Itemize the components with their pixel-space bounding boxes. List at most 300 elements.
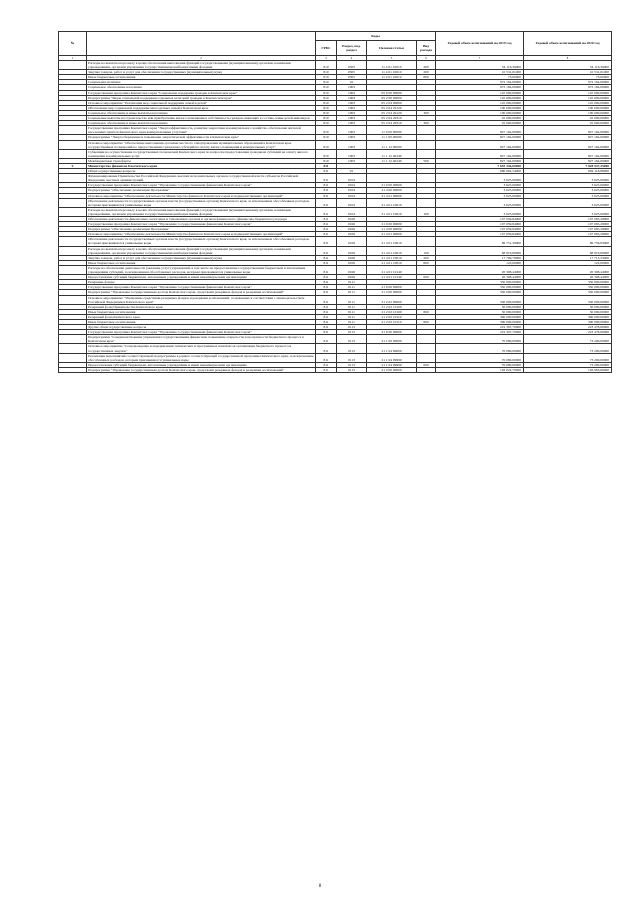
row-target-article: 11 1 12 40240 [367, 158, 417, 163]
row-target-article: 11 1 12 40240 [367, 149, 417, 158]
row-target-article: 21 2 02 10110 [367, 314, 417, 319]
row-razdel: 1003 [337, 149, 367, 158]
row-amount-2019: 7 655 336,69000 [436, 163, 524, 168]
row-grbs: 811 [316, 285, 337, 290]
row-amount-2020: 827 164,00000 [524, 158, 612, 163]
row-expense-type [417, 237, 436, 246]
row-number [59, 149, 87, 158]
row-target-article: 21 4 01 10140 [367, 265, 417, 274]
budget-table [58, 31, 612, 373]
row-target-article: 21 4 01 10010 [367, 237, 417, 246]
row-razdel: 1003 [337, 135, 367, 140]
row-target-article: 21 2 02 00000 [367, 295, 417, 304]
row-name: Резервный фонд Правительства Камчатского края [87, 304, 316, 309]
row-name: Функционирование Правительства Российской Федерации, высших исполнительных органов государственной власти субъектов Российской Федерации, местных администраций [87, 174, 316, 183]
row-grbs: 811 [316, 290, 337, 295]
row-razdel: 0104 [337, 183, 367, 188]
row-razdel: 10 [337, 80, 367, 85]
row-amount-2020: 3 625,00000 [524, 207, 612, 216]
row-expense-type [417, 149, 436, 158]
row-grbs: 811 [316, 163, 337, 168]
row-razdel: 0113 [337, 362, 367, 367]
row-expense-type: 800 [417, 309, 436, 314]
row-name: Резервный фонд Камчатского края [87, 314, 316, 319]
row-amount-2020: 126 963,60000 [524, 367, 612, 372]
row-amount-2020: 223 478,60000 [524, 330, 612, 335]
row-razdel: 0106 [337, 265, 367, 274]
row-amount-2020: 300 000,00000 [524, 314, 612, 319]
row-grbs: 810 [316, 116, 337, 121]
row-number [59, 140, 87, 149]
row-amount-2020: 73 200,00000 [524, 353, 612, 362]
row-amount-2020: 73 200,00000 [524, 344, 612, 353]
row-amount-2020: 107 065,28000 [524, 227, 612, 232]
row-grbs: 810 [316, 105, 337, 110]
row-target-article: 11 4 01 10010 [367, 61, 417, 70]
row-name: Иные бюджетные ассигнования [87, 75, 316, 80]
row-grbs: 810 [316, 126, 337, 135]
row-razdel: 1003 [337, 100, 367, 105]
row-name: Субвенции на осуществление государственных полномочий Камчатского края по вопросам предоставления гражданам субсидий на оплату жилого помещения и коммунальных услуг [87, 149, 316, 158]
row-amount-2020: 827 164,00000 [524, 149, 612, 158]
header-grbs: ГРБС [316, 41, 337, 56]
row-amount-2020: 827 164,00000 [524, 126, 612, 135]
row-grbs: 810 [316, 121, 337, 126]
row-number [59, 207, 87, 216]
row-amount-2020: 145 000,00000 [524, 95, 612, 100]
row-amount-2019: 3 625,00000 [436, 188, 524, 193]
row-name: Основное мероприятие "Обеспечение деятельности Министерства финансов Камчатского края и подведомственных организаций" [87, 232, 316, 237]
row-amount-2019: 219 397,70000 [436, 330, 524, 335]
row-amount-2019: 107 059,84000 [436, 222, 524, 227]
row-grbs: 811 [316, 188, 337, 193]
row-number [59, 344, 87, 353]
row-target-article: 11 0 00 00000 [367, 126, 417, 135]
row-name: Государственная программа Камчатского края "Управление государственными финансами Камчатского края" [87, 222, 316, 227]
row-target-article: 05 2 04 20120 [367, 105, 417, 110]
header-razdel: Раздел, под-раздел [337, 41, 367, 56]
row-grbs: 811 [316, 265, 337, 274]
row-target-article: 21 1 04 00000 [367, 344, 417, 353]
row-grbs: 811 [316, 169, 337, 174]
row-name: Основное мероприятие "Сопровождение и модернизация технических и программных комплексов организации бюджетного процесса и государственных закупок" [87, 344, 316, 353]
row-name: Предоставление субсидий бюджетным, автономным учреждениям и иным некоммерческим организациям [87, 275, 316, 280]
row-grbs: 811 [316, 193, 337, 198]
row-grbs: 811 [316, 183, 337, 188]
table-row [59, 335, 612, 344]
row-number: 9 [59, 163, 87, 168]
row-razdel: 0106 [337, 275, 367, 280]
row-razdel: 0113 [337, 335, 367, 344]
row-name: Социальное обеспечение и иные выплаты населению [87, 121, 316, 126]
row-name: Подпрограмма "Управление государственным долгом Камчатского края, средствами резервных фондов и резервами ассигнований" [87, 290, 316, 295]
row-razdel: 0505 [337, 61, 367, 70]
table-row [59, 198, 612, 207]
row-razdel: 0106 [337, 255, 367, 260]
row-grbs: 811 [316, 246, 337, 255]
row-grbs: 811 [316, 174, 337, 183]
row-name: Межбюджетные трансферты [87, 158, 316, 163]
row-expense-type [417, 367, 436, 372]
row-grbs: 811 [316, 260, 337, 265]
row-razdel: 0111 [337, 280, 367, 285]
row-amount-2019: 107 059,84000 [436, 217, 524, 222]
row-target-article: 11 4 01 10010 [367, 75, 417, 80]
row-expense-type: 200 [417, 255, 436, 260]
row-razdel: 1003 [337, 158, 367, 163]
page-number: 8 [318, 884, 322, 889]
row-grbs: 810 [316, 149, 337, 158]
row-name: Иные бюджетные ассигнования [87, 309, 316, 314]
row-amount-2019: 350 000,00000 [436, 280, 524, 285]
row-amount-2020: 972 164,00000 [524, 85, 612, 90]
row-amount-2019: 3 625,00000 [436, 193, 524, 198]
row-grbs: 811 [316, 362, 337, 367]
col-index: 6 [417, 56, 436, 61]
row-amount-2019: 73,00000 [436, 75, 524, 80]
row-amount-2019: 3 625,00000 [436, 198, 524, 207]
row-razdel: 0113 [337, 367, 367, 372]
row-target-article: 21 4 01 00000 [367, 232, 417, 237]
row-razdel: 0106 [337, 217, 367, 222]
row-target-article: 05 2 04 20310 [367, 116, 417, 121]
row-amount-2019: 107 059,84000 [436, 227, 524, 232]
row-razdel: 1003 [337, 90, 367, 95]
row-name: Расходы на выплаты персоналу в целях обеспечения выполнения функций государственными (муниципальными) органами, казенными учреждениями, органами управления государственными внебюджетными фондами [87, 207, 316, 216]
row-expense-type: 800 [417, 75, 436, 80]
row-amount-2019: 45 000,00000 [436, 116, 524, 121]
row-number [59, 198, 87, 207]
row-grbs: 810 [316, 100, 337, 105]
row-name: Расходы на обеспечение деятельности (оказание услуг) учреждений, в том числе на предоставление государственным бюджетным и автономным учреждениям субсидий, за исключением обособленных расходов, которым присваиваются уникальные коды [87, 265, 316, 274]
row-name: Государственная программа Камчатского края "Управление государственными финансами Камчатского края" [87, 330, 316, 335]
row-target-article: 11 1 12 00000 [367, 140, 417, 149]
row-amount-2020: 300 000,00000 [524, 319, 612, 324]
row-grbs: 811 [316, 325, 337, 330]
col-index: 2 [87, 56, 316, 61]
row-grbs: 811 [316, 232, 337, 237]
row-amount-2020: 17 715,23000 [524, 255, 612, 260]
table-row [59, 207, 612, 216]
row-amount-2019: 827 164,00000 [436, 126, 524, 135]
row-amount-2019: 70 080,00000 [436, 362, 524, 367]
row-amount-2019: 145 000,00000 [436, 95, 524, 100]
header-vol-2019: Годовой объем ассигнований на 2019 год [436, 32, 524, 56]
row-amount-2020: 107 065,28000 [524, 232, 612, 237]
row-grbs: 811 [316, 309, 337, 314]
row-razdel: 0111 [337, 304, 367, 309]
row-target-article: 21 1 04 09990 [367, 362, 417, 367]
row-amount-2020: 45 000,00000 [524, 121, 612, 126]
row-razdel: 0113 [337, 344, 367, 353]
row-amount-2020: 827 164,00000 [524, 135, 612, 140]
row-grbs: 811 [316, 304, 337, 309]
row-razdel: 0106 [337, 227, 367, 232]
row-expense-type: 100 [417, 246, 436, 255]
row-grbs: 810 [316, 95, 337, 100]
row-amount-2019: 350 000,00000 [436, 285, 524, 290]
row-razdel: 1003 [337, 95, 367, 100]
row-name: Подпрограмма "Обеспечение реализации Программы" [87, 188, 316, 193]
col-index: 5 [367, 56, 417, 61]
row-name: Предоставление субсидий бюджетным, автономным учреждениям и иным некоммерческим организациям [87, 362, 316, 367]
row-amount-2020: 350 000,00000 [524, 280, 612, 285]
row-amount-2020: 54 116,39000 [524, 61, 612, 70]
row-razdel: 0113 [337, 330, 367, 335]
row-amount-2020: 145 000,00000 [524, 90, 612, 95]
row-amount-2019: 145 000,00000 [436, 90, 524, 95]
row-grbs: 811 [316, 330, 337, 335]
row-razdel: 0106 [337, 222, 367, 227]
row-grbs: 810 [316, 75, 337, 80]
budget-table-sheet [58, 31, 611, 373]
row-amount-2019: 3 625,00000 [436, 207, 524, 216]
row-razdel: 1003 [337, 121, 367, 126]
row-razdel: 1003 [337, 105, 367, 110]
row-name: Расходы на выплаты персоналу в целях обеспечения выполнения функций государственными (муниципальными) органами, казенными учреждениями, органами управления государственными внебюджетными фондами [87, 61, 316, 70]
row-target-article: 21 4 01 10010 [367, 246, 417, 255]
row-target-article: 21 2 00 00000 [367, 290, 417, 295]
row-target-article: 05 0 00 00000 [367, 90, 417, 95]
row-amount-2020: 100 000,00000 [524, 110, 612, 115]
row-target-article: 21 4 00 00000 [367, 188, 417, 193]
table-header [59, 32, 612, 61]
row-target-article: 21 4 01 10010 [367, 198, 417, 207]
row-razdel: 1003 [337, 126, 367, 135]
row-grbs: 811 [316, 217, 337, 222]
row-amount-2019: 3 625,00000 [436, 174, 524, 183]
table-row [59, 295, 612, 304]
row-amount-2020: 20 308,44000 [524, 275, 612, 280]
row-amount-2019: 86 751,39000 [436, 237, 524, 246]
row-amount-2020: 3 625,00000 [524, 188, 612, 193]
row-amount-2019: 3 625,00000 [436, 183, 524, 188]
row-amount-2020: 86 756,83000 [524, 237, 612, 246]
row-amount-2019: 70 080,00000 [436, 353, 524, 362]
row-number [59, 126, 87, 135]
row-number [59, 353, 87, 362]
row-razdel: 0111 [337, 295, 367, 304]
row-amount-2020: 20 308,44000 [524, 265, 612, 274]
row-razdel: 0104 [337, 188, 367, 193]
row-grbs: 811 [316, 237, 337, 246]
row-razdel: 0505 [337, 75, 367, 80]
row-expense-type [417, 335, 436, 344]
row-amount-2020: 350 000,00000 [524, 290, 612, 295]
header-codes: Коды [316, 32, 436, 41]
row-target-article: 21 0 00 00000 [367, 183, 417, 188]
row-razdel: 0104 [337, 198, 367, 207]
table-row [59, 367, 612, 372]
row-razdel: 0106 [337, 260, 367, 265]
row-razdel: 0106 [337, 232, 367, 237]
row-grbs: 811 [316, 295, 337, 304]
row-name: Подпрограмма "Управление государственным долгом Камчатского края, средствами резервных фондов и резервами ассигнований" [87, 367, 316, 372]
table-row [59, 61, 612, 70]
row-name: Обеспечение мер социальной поддержки многодетных семей в Камчатском крае [87, 105, 316, 110]
row-amount-2019: 100 000,00000 [436, 110, 524, 115]
row-expense-type: 200 [417, 61, 436, 70]
row-grbs: 811 [316, 353, 337, 362]
row-target-article: 21 0 00 00000 [367, 285, 417, 290]
col-index: 1 [59, 56, 87, 61]
row-grbs: 811 [316, 207, 337, 216]
row-grbs: 810 [316, 110, 337, 115]
row-grbs: 810 [316, 135, 337, 140]
header-csr: Целевая статья [367, 41, 417, 56]
table-row [59, 237, 612, 246]
row-razdel: 0106 [337, 237, 367, 246]
row-target-article: 21 4 01 10140 [367, 275, 417, 280]
row-amount-2019: 219 397,70000 [436, 325, 524, 330]
table-row [59, 140, 612, 149]
header-vid: Вид расхода [417, 41, 436, 56]
row-expense-type: 300 [417, 110, 436, 115]
row-target-article: 21 0 00 00000 [367, 330, 417, 335]
row-grbs: 810 [316, 80, 337, 85]
table-row [59, 353, 612, 362]
row-expense-type [417, 140, 436, 149]
row-razdel: 0111 [337, 285, 367, 290]
row-number [59, 237, 87, 246]
table-row [59, 246, 612, 255]
row-name: Основное мероприятие "Обеспечение деятельности Министерства финансов Камчатского края и подведомственных организаций" [87, 193, 316, 198]
row-target-article: 21 2 02 10110 [367, 319, 417, 324]
row-amount-2019: 827 164,00000 [436, 158, 524, 163]
row-target-article: 05 2 00 00000 [367, 95, 417, 100]
row-amount-2020: 100 000,00000 [524, 105, 612, 110]
row-number [59, 335, 87, 344]
row-target-article: 21 4 00 00000 [367, 227, 417, 232]
row-name: Общегосударственные вопросы [87, 169, 316, 174]
row-grbs: 811 [316, 222, 337, 227]
row-name: Реализация мероприятий соответствующей подпрограммы в рамках соответствующей государственной программы Камчатского края, за исключением обособленных расходов, которым присваиваются уникальные коды [87, 353, 316, 362]
row-expense-type: 600 [417, 275, 436, 280]
row-name: Социальная политика [87, 80, 316, 85]
row-amount-2019: 145 000,00000 [436, 100, 524, 105]
row-number [59, 295, 87, 304]
row-amount-2019: 680 062,54000 [436, 169, 524, 174]
row-expense-type [417, 126, 436, 135]
row-grbs: 810 [316, 61, 337, 70]
row-amount-2020: 107 065,28000 [524, 222, 612, 227]
row-amount-2019: 50 000,00000 [436, 309, 524, 314]
row-razdel: 01 [337, 169, 367, 174]
row-grbs: 811 [316, 335, 337, 344]
row-target-article: 05 2 04 20310 [367, 121, 417, 126]
row-name: Министерство финансов Камчатского края [87, 163, 316, 168]
row-amount-2019: 827 164,00000 [436, 135, 524, 140]
row-name: Резервные фонды [87, 280, 316, 285]
row-amount-2020: 827 164,00000 [524, 140, 612, 149]
row-number [59, 265, 87, 274]
row-amount-2019: 350 000,00000 [436, 290, 524, 295]
col-index: 4 [337, 56, 367, 61]
row-target-article: 21 0 00 00000 [367, 222, 417, 227]
row-target-article [367, 174, 417, 183]
row-name: Государственная программа Камчатского края "Социальная поддержка граждан в Камчатском крае" [87, 90, 316, 95]
row-target-article: 05 2 04 20120 [367, 110, 417, 115]
table-row [59, 265, 612, 274]
table-row [59, 149, 612, 158]
row-amount-2020: 3 625,00000 [524, 193, 612, 198]
row-target-article: 21 4 01 10010 [367, 260, 417, 265]
row-grbs: 811 [316, 314, 337, 319]
row-amount-2020: 145 000,00000 [524, 100, 612, 105]
row-amount-2020: 3 625,00000 [524, 183, 612, 188]
row-amount-2020: 223 478,60000 [524, 325, 612, 330]
row-expense-type: 300 [417, 121, 436, 126]
row-amount-2019: 972 164,00000 [436, 85, 524, 90]
row-amount-2019: 70 080,00000 [436, 344, 524, 353]
row-target-article: 21 4 01 10010 [367, 207, 417, 216]
row-amount-2019: 122,00000 [436, 260, 524, 265]
row-name: Основное мероприятие "Управление средствами резервных фондов и резервами ассигнований, создаваемых в соответствии с законодательством Российской Федерации и Камчатского края" [87, 295, 316, 304]
header-num: № [59, 32, 87, 56]
row-grbs: 810 [316, 158, 337, 163]
row-target-article: 11 4 01 10010 [367, 70, 417, 75]
row-expense-type: 100 [417, 207, 436, 216]
row-amount-2019: 70 080,00000 [436, 335, 524, 344]
row-number [59, 367, 87, 372]
row-amount-2020: 122,00000 [524, 260, 612, 265]
row-razdel: 0111 [337, 319, 367, 324]
row-number [59, 246, 87, 255]
row-target-article: 21 2 00 00000 [367, 367, 417, 372]
row-amount-2020: 684 118,88000 [524, 169, 612, 174]
row-target-article: 21 4 01 00000 [367, 193, 417, 198]
row-amount-2019: 827 164,00000 [436, 140, 524, 149]
row-amount-2020: 3 625,00000 [524, 198, 612, 207]
row-name: Социальное обеспечение и иные выплаты населению [87, 110, 316, 115]
row-razdel: 0104 [337, 174, 367, 183]
row-amount-2020: 73,00000 [524, 75, 612, 80]
row-grbs: 811 [316, 198, 337, 207]
row-name: Закупка товаров, работ и услуг для обеспечения государственных (муниципальных) нужд [87, 255, 316, 260]
row-amount-2019: 827 164,00000 [436, 149, 524, 158]
col-index: 7 [436, 56, 524, 61]
row-name: Подпрограмма "Совершенствование управления государственными финансами, повышение открытости и прозрачности бюджетного процесса в Камчатском крае" [87, 335, 316, 344]
row-grbs: 811 [316, 255, 337, 260]
row-razdel: 0104 [337, 193, 367, 198]
row-name: Социальное обеспечение населения [87, 85, 316, 90]
row-expense-type [417, 198, 436, 207]
row-expense-type [417, 265, 436, 274]
row-name: Основное мероприятие "Обеспечение выполнения органами местного самоуправления муниципальных образований в Камчатском крае государственных полномочий по предоставлению гражданам субсидий на оплату жилого помещения и коммунальных услуг" [87, 140, 316, 149]
row-name: Основное мероприятие "Реализация мер социальной поддержки семей и детей" [87, 100, 316, 105]
row-amount-2020: 73 200,00000 [524, 362, 612, 367]
row-amount-2020: 107 065,28000 [524, 217, 612, 222]
row-expense-type: 200 [417, 70, 436, 75]
row-target-article: 21 1 00 00000 [367, 335, 417, 344]
row-name: Закупка товаров, работ и услуг для обеспечения государственных (муниципальных) нужд [87, 70, 316, 75]
row-amount-2019: 100 000,00000 [436, 105, 524, 110]
row-name: Иные бюджетные ассигнования [87, 260, 316, 265]
row-name: Подпрограмма "Энергосбережение и повышение энергетической эффективности в Камчатском крае" [87, 135, 316, 140]
row-amount-2019: 350 000,00000 [436, 295, 524, 304]
row-razdel: 1003 [337, 140, 367, 149]
row-target-article: 21 4 01 10010 [367, 255, 417, 260]
row-amount-2019: 50 000,00000 [436, 304, 524, 309]
row-grbs: 811 [316, 227, 337, 232]
row-razdel: 0113 [337, 325, 367, 330]
row-amount-2020: 350 000,00000 [524, 295, 612, 304]
row-amount-2020: 3 625,00000 [524, 174, 612, 183]
row-amount-2019: 20 308,44000 [436, 265, 524, 274]
row-expense-type [417, 295, 436, 304]
row-amount-2020: 50 000,00000 [524, 304, 612, 309]
row-name: Государственная программа Камчатского края "Управление государственными финансами Камчатского края" [87, 285, 316, 290]
